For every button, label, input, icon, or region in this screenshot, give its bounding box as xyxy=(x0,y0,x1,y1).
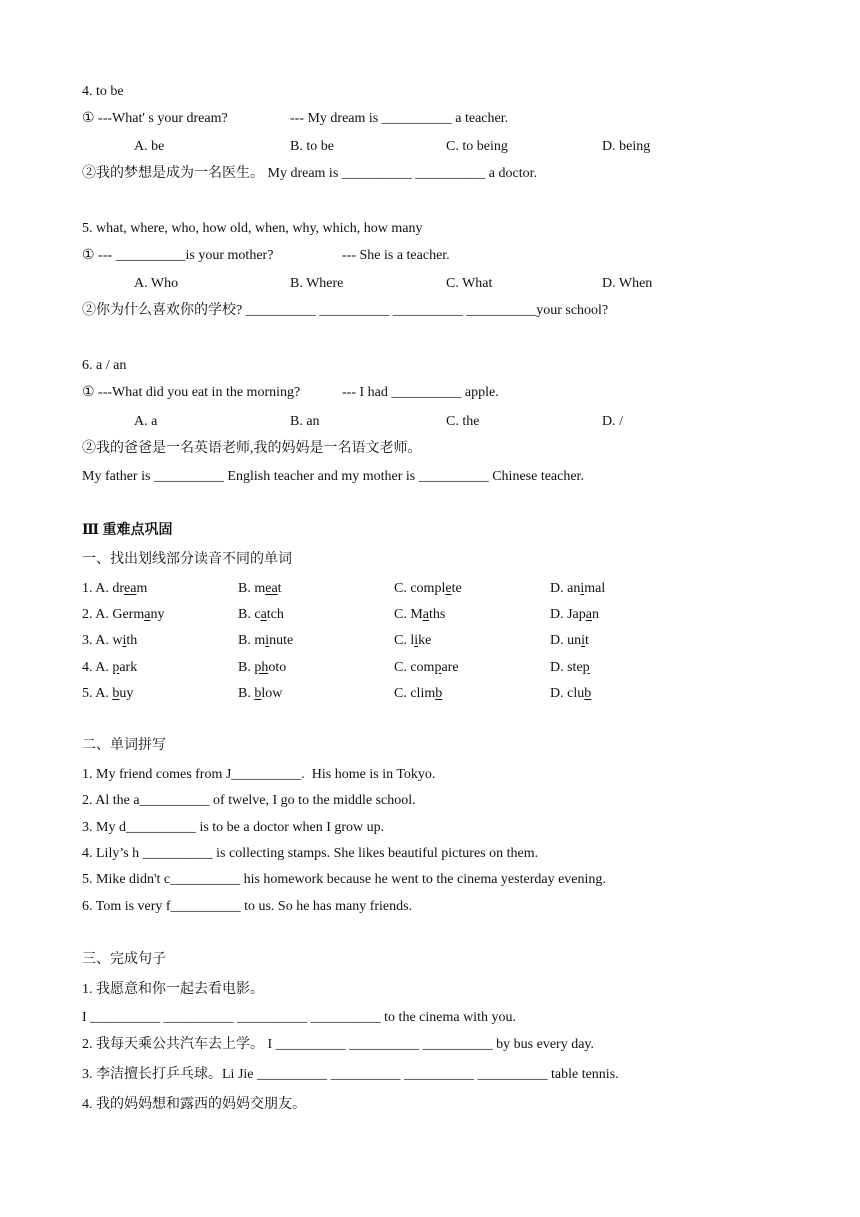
option-c: C. What xyxy=(446,276,493,291)
word-text: B. c xyxy=(238,607,261,622)
word-text: te xyxy=(451,581,462,596)
section-6-title: 6. a / an xyxy=(82,358,127,373)
word-text: nute xyxy=(269,633,294,648)
word-text: uy xyxy=(119,686,134,701)
underlined-letters: ea xyxy=(265,581,278,596)
underlined-letters: b xyxy=(112,686,120,701)
pronunciation-heading: 一、找出划线部分读音不同的单词 xyxy=(82,552,292,567)
word-text: C. clim xyxy=(394,686,436,701)
question-answer-line: --- She is a teacher. xyxy=(342,248,450,263)
word-text: t xyxy=(585,633,589,648)
section-5-title: 5. what, where, who, how old, when, why, which, how many xyxy=(82,221,423,236)
option-b: B. an xyxy=(290,414,320,429)
translation-question: ②你为什么喜欢你的学校? __________ __________ __________ __________your school? xyxy=(82,303,609,318)
underlined-letters: a xyxy=(144,607,151,622)
word-text: th xyxy=(126,633,138,648)
word-text: 1. A. dr xyxy=(82,581,124,596)
word-text: D. clu xyxy=(550,686,585,701)
pronunciation-word xyxy=(82,685,133,703)
question-answer-line: --- My dream is __________ a teacher. xyxy=(290,111,509,126)
word-text: C. compl xyxy=(394,581,446,596)
underlined-letters: b xyxy=(254,686,262,701)
pronunciation-word xyxy=(550,580,605,598)
underlined-letters: p xyxy=(112,660,120,675)
question-stem: ① ---What did you eat in the morning? xyxy=(82,385,301,400)
pronunciation-word xyxy=(82,606,164,624)
word-text: low xyxy=(261,686,283,701)
word-text: 2. A. Germ xyxy=(82,607,145,622)
underlined-letters: ph xyxy=(254,660,269,675)
word-text: tch xyxy=(266,607,284,622)
pronunciation-word xyxy=(550,685,591,703)
pronunciation-word xyxy=(550,659,590,677)
complete-sentences-heading: 三、完成句子 xyxy=(82,952,166,967)
underlined-letters: a xyxy=(585,607,592,622)
word-text: 3. A. w xyxy=(82,633,123,648)
underlined-letters: i xyxy=(265,633,270,648)
option-b: B. to be xyxy=(290,139,334,154)
pronunciation-word xyxy=(238,580,282,598)
section-4-title: 4. to be xyxy=(82,84,124,99)
spelling-item: 5. Mike didn't c__________ his homework because he went to the cinema yesterday evening. xyxy=(82,872,606,887)
word-text: ny xyxy=(150,607,165,622)
part-3-heading: Ⅲ 重难点巩固 xyxy=(82,523,173,538)
complete-item: 4. 我的妈妈想和露西的妈妈交朋友。 xyxy=(82,1097,306,1112)
underlined-letters: p xyxy=(434,660,442,675)
spelling-item: 1. My friend comes from J__________. His home is in Tokyo. xyxy=(82,767,436,782)
word-text: B. m xyxy=(238,633,266,648)
word-text: B. m xyxy=(238,581,266,596)
question-stem: ① ---What' s your dream? xyxy=(82,111,228,126)
underlined-letters: ea xyxy=(124,581,137,596)
complete-item: 2. 我每天乘公共汽车去上学。 I __________ __________ __________ by bus every day. xyxy=(82,1037,595,1052)
underlined-letters: i xyxy=(414,633,419,648)
complete-item: I __________ __________ __________ __________ to the cinema with you. xyxy=(82,1010,516,1025)
word-text: C. com xyxy=(394,660,435,675)
underlined-letters: i xyxy=(581,633,586,648)
pronunciation-word xyxy=(394,606,445,624)
word-text: ark xyxy=(119,660,138,675)
option-a: A. Who xyxy=(134,276,179,291)
complete-item: 1. 我愿意和你一起去看电影。 xyxy=(82,982,264,997)
pronunciation-word xyxy=(238,606,284,624)
option-d: D. / xyxy=(602,414,623,429)
underlined-letters: b xyxy=(435,686,443,701)
word-text: D. un xyxy=(550,633,582,648)
pronunciation-word xyxy=(550,632,589,650)
word-text: D. an xyxy=(550,581,581,596)
word-text: t xyxy=(277,581,282,596)
word-text: ke xyxy=(418,633,432,648)
word-text: m xyxy=(136,581,148,596)
word-text: D. Jap xyxy=(550,607,586,622)
spelling-item: 6. Tom is very f__________ to us. So he has many friends. xyxy=(82,899,413,914)
pronunciation-word xyxy=(238,685,282,703)
translation-question: ②我的爸爸是一名英语老师,我的妈妈是一名语文老师。 xyxy=(82,441,422,456)
complete-item: 3. 李洁擅长打乒乓球。Li Jie __________ __________ __________ __________ table tennis. xyxy=(82,1067,619,1082)
underlined-letters: a xyxy=(260,607,267,622)
pronunciation-word xyxy=(550,606,599,624)
pronunciation-word xyxy=(82,632,137,650)
pronunciation-word xyxy=(394,685,442,703)
option-d: D. When xyxy=(602,276,653,291)
pronunciation-word xyxy=(394,580,462,598)
translation-answer-line: My father is __________ English teacher and my mother is __________ Chinese teacher. xyxy=(82,469,584,484)
pronunciation-word xyxy=(238,632,293,650)
word-text: B. xyxy=(238,686,255,701)
spelling-item: 2. Al the a__________ of twelve, I go to the middle school. xyxy=(82,793,416,808)
word-text: mal xyxy=(584,581,606,596)
word-text: B. xyxy=(238,660,255,675)
word-text: oto xyxy=(268,660,287,675)
question-stem: ① --- __________is your mother? xyxy=(82,248,274,263)
word-text: are xyxy=(441,660,459,675)
word-text: C. M xyxy=(394,607,423,622)
option-d: D. being xyxy=(602,139,651,154)
word-text: 5. A. xyxy=(82,686,113,701)
underlined-letters: i xyxy=(580,581,585,596)
underlined-letters: a xyxy=(422,607,430,622)
option-b: B. Where xyxy=(290,276,344,291)
spelling-item: 4. Lily’s h __________ is collecting stamps. She likes beautiful pictures on them. xyxy=(82,846,539,861)
word-text: ths xyxy=(429,607,446,622)
option-a: A. a xyxy=(134,414,158,429)
spelling-item: 3. My d__________ is to be a doctor when I grow up. xyxy=(82,820,385,835)
word-text: n xyxy=(592,607,599,622)
translation-question: ②我的梦想是成为一名医生。 My dream is __________ __________ a doctor. xyxy=(82,166,537,181)
pronunciation-word xyxy=(82,659,137,677)
question-answer-line: --- I had __________ apple. xyxy=(342,385,499,400)
underlined-letters: e xyxy=(445,581,452,596)
pronunciation-word xyxy=(82,580,147,598)
word-text: C. l xyxy=(394,633,415,648)
option-c: C. to being xyxy=(446,139,508,154)
underlined-letters: b xyxy=(584,686,592,701)
word-text: D. ste xyxy=(550,660,583,675)
pronunciation-word xyxy=(238,659,286,677)
spelling-heading: 二、单词拼写 xyxy=(82,738,166,753)
underlined-letters: i xyxy=(122,633,127,648)
word-text: 4. A. xyxy=(82,660,113,675)
pronunciation-word xyxy=(394,659,459,677)
underlined-letters: p xyxy=(582,660,590,675)
pronunciation-word xyxy=(394,632,431,650)
option-c: C. the xyxy=(446,414,480,429)
option-a: A. be xyxy=(134,139,165,154)
